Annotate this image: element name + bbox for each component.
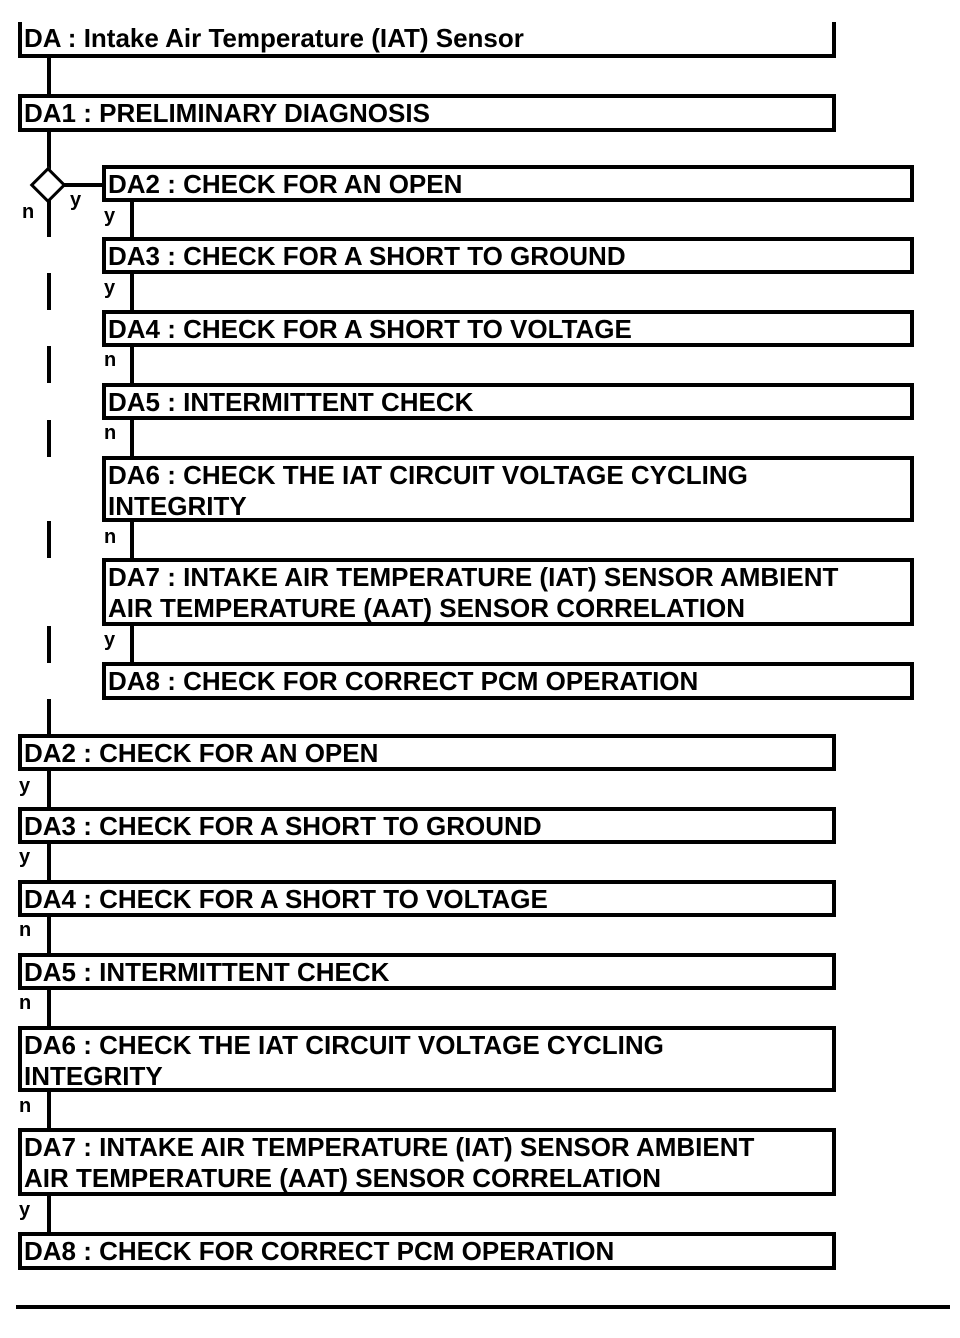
yes-step-da7[interactable]: DA7 : INTAKE AIR TEMPERATURE (IAT) SENSOR AMBIENT AIR TEMPERATURE (AAT) SENSOR CORRELATION — [102, 558, 914, 626]
decision-yes-label: y — [70, 189, 82, 211]
no-branch-connector — [47, 200, 51, 237]
yes-connector-label: n — [104, 349, 117, 371]
yes-step-connector — [130, 626, 134, 662]
no-branch-connector — [47, 521, 51, 558]
no-step-da2[interactable]: DA2 : CHECK FOR AN OPEN — [18, 734, 836, 771]
yes-step-da8[interactable]: DA8 : CHECK FOR CORRECT PCM OPERATION — [102, 662, 914, 700]
decision-no-label: n — [22, 201, 35, 223]
yes-step-connector — [130, 274, 134, 311]
yes-connector-label: n — [104, 526, 117, 548]
yes-step-da2[interactable]: DA2 : CHECK FOR AN OPEN — [102, 165, 914, 202]
no-step-da3[interactable]: DA3 : CHECK FOR A SHORT TO GROUND — [18, 807, 836, 844]
no-step-da8[interactable]: DA8 : CHECK FOR CORRECT PCM OPERATION — [18, 1232, 836, 1270]
no-step-da4[interactable]: DA4 : CHECK FOR A SHORT TO VOLTAGE — [18, 880, 836, 917]
yes-step-da3[interactable]: DA3 : CHECK FOR A SHORT TO GROUND — [102, 237, 914, 274]
no-step-connector — [47, 844, 51, 880]
no-step-da6[interactable]: DA6 : CHECK THE IAT CIRCUIT VOLTAGE CYCLING INTEGRITY — [18, 1026, 836, 1092]
yes-connector-label: y — [104, 205, 116, 227]
yes-branch-connector — [64, 183, 104, 187]
no-branch-connector — [47, 699, 51, 735]
no-step-connector — [47, 1196, 51, 1232]
no-step-da5[interactable]: DA5 : INTERMITTENT CHECK — [18, 953, 836, 990]
no-step-connector — [47, 1092, 51, 1128]
yes-step-connector — [130, 202, 134, 238]
yes-step-da6[interactable]: DA6 : CHECK THE IAT CIRCUIT VOLTAGE CYCLING INTEGRITY — [102, 456, 914, 522]
yes-connector-label: y — [104, 277, 116, 299]
no-connector-label: y — [19, 1199, 31, 1221]
yes-connector-label: n — [104, 422, 117, 444]
no-step-da7[interactable]: DA7 : INTAKE AIR TEMPERATURE (IAT) SENSOR AMBIENT AIR TEMPERATURE (AAT) SENSOR CORRELATION — [18, 1128, 836, 1196]
no-step-connector — [47, 990, 51, 1026]
no-branch-connector — [47, 346, 51, 383]
no-connector-label: y — [19, 846, 31, 868]
no-branch-connector — [47, 420, 51, 457]
step-da1-preliminary[interactable]: DA1 : PRELIMINARY DIAGNOSIS — [18, 94, 836, 132]
yes-step-connector — [130, 522, 134, 558]
no-step-connector — [47, 917, 51, 953]
no-connector-label: n — [19, 992, 32, 1014]
no-connector-label: y — [19, 775, 31, 797]
decision-diamond — [30, 167, 67, 204]
bottom-rule — [16, 1305, 950, 1309]
no-connector-label: n — [19, 1095, 32, 1117]
no-branch-connector — [47, 273, 51, 310]
diagram-title: DA : Intake Air Temperature (IAT) Sensor — [18, 22, 836, 58]
no-branch-connector — [47, 626, 51, 663]
trunk-connector — [47, 58, 51, 94]
yes-step-connector — [130, 420, 134, 456]
yes-step-connector — [130, 347, 134, 383]
yes-connector-label: y — [104, 629, 116, 651]
no-step-connector — [47, 771, 51, 807]
yes-step-da5[interactable]: DA5 : INTERMITTENT CHECK — [102, 383, 914, 420]
yes-step-da4[interactable]: DA4 : CHECK FOR A SHORT TO VOLTAGE — [102, 310, 914, 347]
no-connector-label: n — [19, 919, 32, 941]
